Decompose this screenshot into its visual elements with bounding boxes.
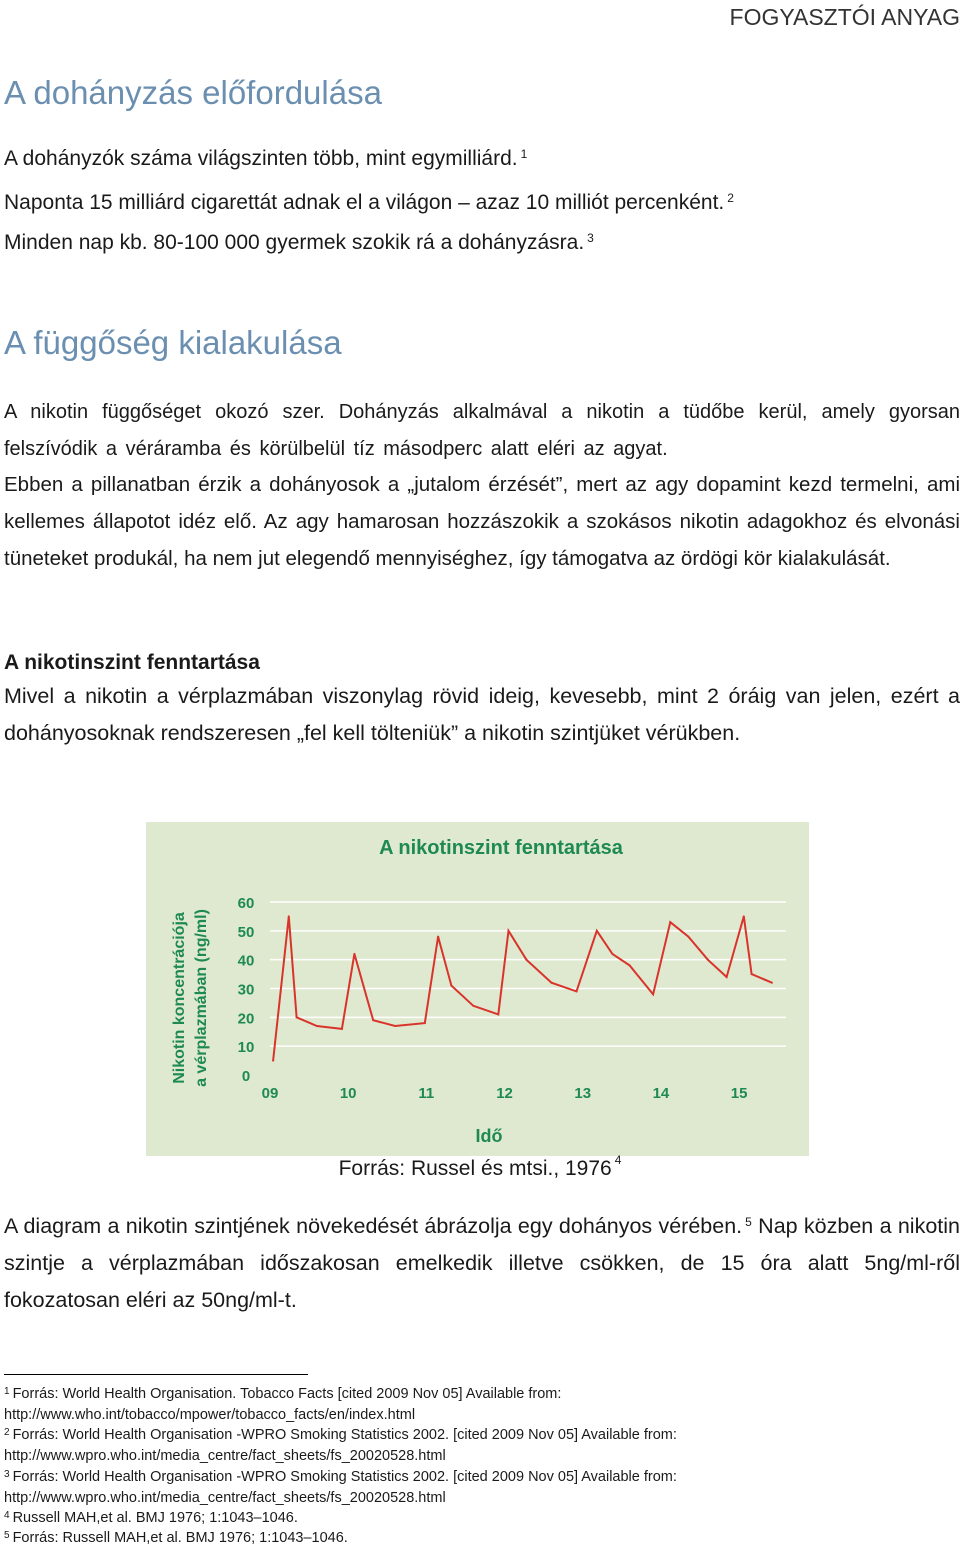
chart-caption: Forrás: Russel és mtsi., 1976 $^4$ — [338, 1153, 622, 1180]
data-point-20 — [652, 993, 654, 995]
data-point-4 — [341, 1028, 343, 1030]
data-point-18 — [611, 953, 613, 955]
data-point-13 — [507, 930, 509, 932]
document-header-label: FOGYASZTÓI ANYAG — [729, 4, 960, 30]
nicotine-chart — [146, 822, 809, 1156]
data-point-24 — [726, 976, 728, 978]
y-tick-label-60: 60 — [237, 895, 255, 912]
dependence-paragraph-part1: A nikotin függőséget okozó szer. Dohányzás alkalmával a nikotin a tüdőbe kerül, amely gyorsan felszívódik a véráramba és körülbelül tíz másodperc alatt eléri az agyat. — [4, 401, 960, 460]
footnote-4: $^4$ Russell MAH,et al. BMJ 1976; 1:1043–1046. — [4, 1510, 298, 1526]
footnote-3: $^3$ Forrás: World Health Organisation -WPRO Smoking Statistics 2002. [cited 2009 Nov 05] Available from: http://www.wpro.who.int/media_centre/fact_sheets/fs_20020528.html — [4, 1469, 677, 1506]
data-point-11 — [472, 1005, 474, 1007]
data-point-25 — [743, 915, 745, 917]
data-point-26 — [751, 973, 753, 975]
data-point-7 — [394, 1025, 396, 1027]
x-tick-label-14: 14 — [652, 1085, 670, 1102]
fact-line-2: Naponta 15 milliárd cigarettát adnak el a világon – azaz 10 milliót percenként. $^2$ — [4, 191, 734, 214]
x-tick-label-12: 12 — [496, 1085, 513, 1102]
footnote-2: $^2$ Forrás: World Health Organisation -WPRO Smoking Statistics 2002. [cited 2009 Nov 05] Available from: http://www.wpro.who.int/media_centre/fact_sheets/fs_20020528.html — [4, 1427, 677, 1464]
footnote-2-link[interactable]: http://www.wpro.who.int/media_centre/fact_sheets/fs_20020528.html — [4, 1447, 446, 1464]
data-point-27 — [771, 982, 773, 984]
y-tick-label-30: 30 — [237, 981, 255, 999]
data-point-19 — [629, 964, 631, 966]
nicotine-level-paragraph: Mivel a nikotin a vérplazmában viszonylag rövid ideig, kevesebb, mint 2 óráig van jelen, ezért a dohányosoknak rendszeresen „fel kell tölteniük” a nikotin szintjüket vérükben. — [4, 684, 960, 745]
y-tick-label-10: 10 — [237, 1039, 255, 1057]
data-point-12 — [497, 1013, 499, 1015]
data-point-9 — [437, 936, 439, 938]
x-tick-label-15: 15 — [730, 1085, 748, 1102]
section-title-dependence: A függőség kialakulása — [4, 324, 342, 361]
y-axis-label-line2: a vérplazmában (ng/ml) — [193, 909, 210, 1087]
chart-description-paragraph: A diagram a nikotin szintjének növekedését ábrázolja egy dohányos vérében. $^5$ Nap közben a nikotin szintje a vérplazmában időszakosan emelkedik illetve csökken, de 15 óra alatt 5ng/ml-ről fokozatosan eléri az 50ng/ml-t. — [4, 1214, 960, 1312]
y-tick-label-40: 40 — [237, 952, 255, 970]
x-tick-label-13: 13 — [574, 1085, 592, 1102]
data-point-5 — [353, 953, 355, 955]
data-point-14 — [525, 959, 527, 961]
data-point-2 — [296, 1016, 298, 1018]
data-point-22 — [687, 936, 689, 938]
footnote-ref-5: 5 — [745, 1215, 752, 1229]
dependence-paragraph-part2: Ebben a pillanatban érzik a dohányosok a „jutalom érzését”, mert az agy dopamint kezd termelni, ami kellemes állapotot idéz elő. Az agy hamarosan hozzászokik a szokásos nikotin adagokhoz és elvonási tüneteket produkál, ha nem jut elegendő mennyiséghez, így támogatva az ördögi kör kialakulását. — [4, 473, 960, 570]
y-axis-label-line1: Nikotin koncentrációja — [171, 912, 188, 1084]
footnote-ref-1: 1 — [520, 147, 528, 161]
x-tick-label-10: 10 — [339, 1085, 357, 1102]
data-point-10 — [450, 985, 452, 987]
data-point-1 — [288, 915, 290, 917]
chart-title: A nikotinszint fenntartása — [379, 837, 623, 859]
data-point-0 — [272, 1060, 274, 1062]
footnote-1: $^1$ Forrás: World Health Organisation. Tobacco Facts [cited 2009 Nov 05] Available from: http://www.who.int/tobacco/mpower/tobacco_facts/en/index.html — [4, 1386, 562, 1423]
fact-line-1: A dohányzók száma világszinten több, mint egymilliárd. $^1$ — [4, 147, 528, 170]
footnote-ref-3: 3 — [587, 231, 594, 245]
data-point-17 — [596, 930, 598, 932]
y-tick-label-20: 20 — [237, 1010, 255, 1028]
footnote-separator — [4, 1374, 308, 1375]
x-tick-label-09: 09 — [261, 1085, 279, 1102]
footnote-5: $^5$ Forrás: Russell MAH,et al. BMJ 1976; 1:1043–1046. — [4, 1530, 348, 1546]
fact-line-3: Minden nap kb. 80-100 000 gyermek szokik rá a dohányzásra. $^3$ — [4, 231, 594, 254]
x-axis-label: Idő — [475, 1126, 503, 1146]
section-title-prevalence: A dohányzás előfordulása — [4, 74, 382, 111]
data-point-23 — [707, 959, 709, 961]
y-tick-label-50: 50 — [237, 923, 255, 941]
nicotine-chart-svg — [146, 822, 809, 1156]
footnote-1-link[interactable]: http://www.who.int/tobacco/mpower/tobacco_facts/en/index.html — [4, 1406, 416, 1423]
data-point-21 — [669, 921, 671, 923]
data-point-6 — [372, 1019, 374, 1021]
data-point-8 — [424, 1022, 426, 1024]
y-tick-label-0: 0 — [241, 1068, 251, 1085]
data-point-16 — [575, 990, 577, 992]
footnote-3-link[interactable]: http://www.wpro.who.int/media_centre/fact_sheets/fs_20020528.html — [4, 1489, 446, 1506]
x-tick-label-11: 11 — [418, 1085, 435, 1102]
footnote-ref-4: 4 — [614, 1153, 622, 1167]
subheading-nicotine-level: A nikotinszint fenntartása — [4, 651, 260, 674]
data-point-3 — [316, 1025, 318, 1027]
data-point-15 — [550, 982, 552, 984]
footnote-ref-2: 2 — [727, 191, 734, 205]
